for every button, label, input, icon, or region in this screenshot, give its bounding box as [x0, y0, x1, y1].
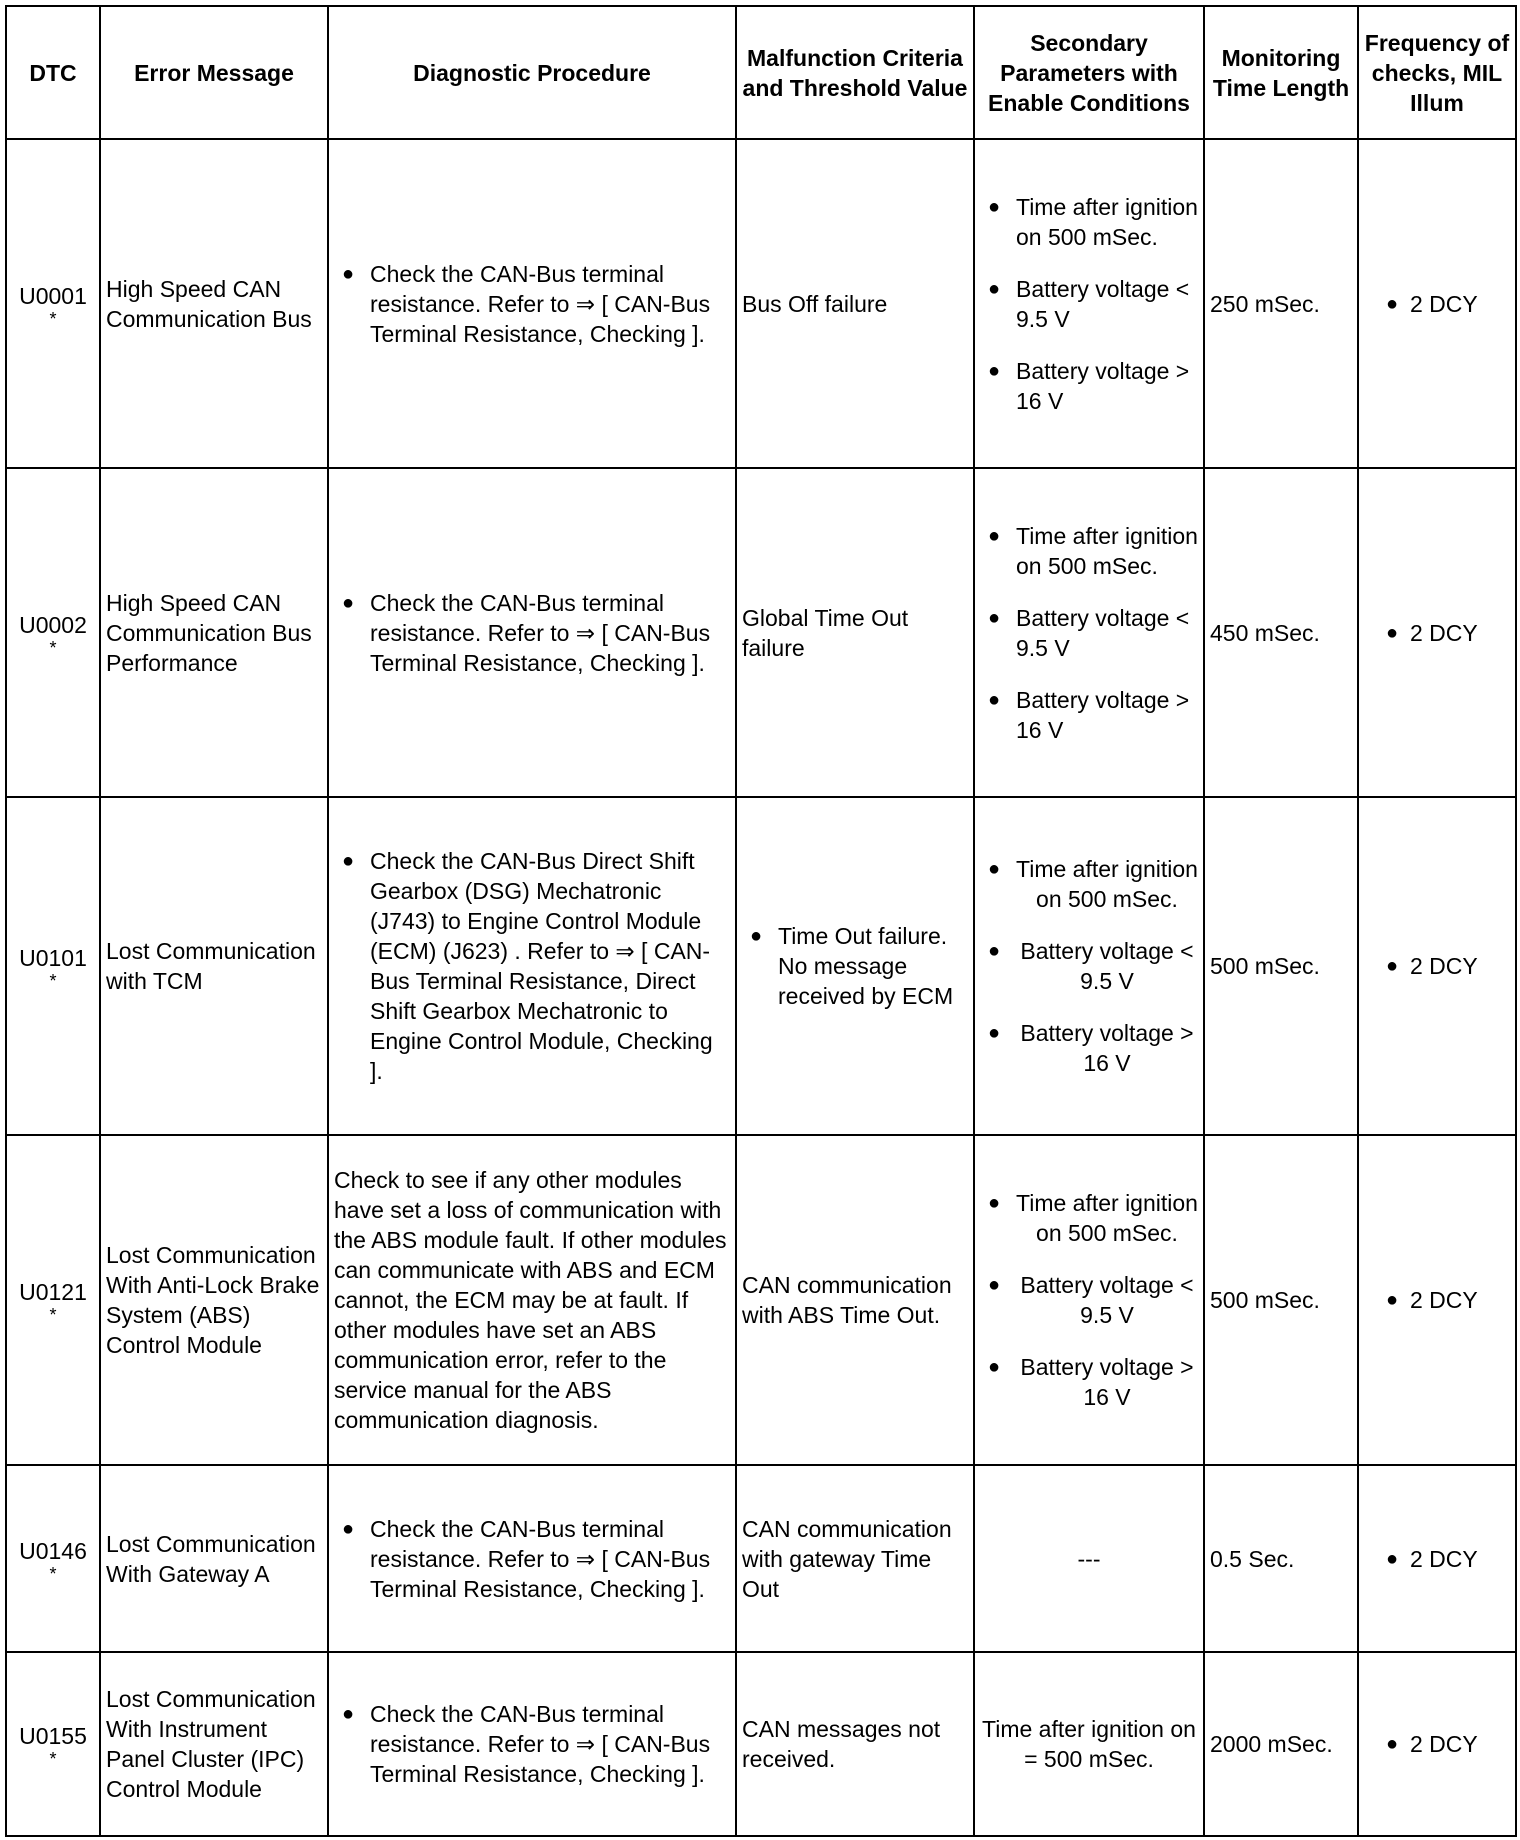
secondary-item: ● Battery voltage < 9.5 V [980, 603, 1198, 663]
error-message: Lost Communication With Anti-Lock Brake System (ABS) Control Module [100, 1135, 328, 1465]
dtc-code: U0146 [19, 1537, 87, 1564]
header-dtc: DTC [6, 6, 100, 139]
dtc-code: U0101 [19, 945, 87, 971]
header-row [6, 6, 1516, 139]
header-frequency: Frequency of checks, MIL Illum [1358, 6, 1516, 139]
dtc-code: U0121 [19, 1279, 87, 1305]
diagnostic-procedure-cell [328, 1465, 736, 1652]
diagnostic-procedure-cell [328, 797, 736, 1135]
dtc-star: * [49, 1305, 57, 1325]
dtc-table [5, 5, 1517, 1837]
secondary-parameters-cell [974, 1135, 1204, 1465]
malfunction-criteria: Global Time Out failure [736, 468, 974, 797]
monitoring-time: 450 mSec. [1204, 468, 1358, 797]
secondary-item: ● Battery voltage < 9.5 V [980, 936, 1198, 996]
dtc-star: * [49, 637, 57, 658]
error-message: High Speed CAN Communication Bus Performance [100, 468, 328, 797]
error-message: Lost Communication with TCM [100, 797, 328, 1135]
procedure-item: ● Check the CAN-Bus terminal resistance. Refer to ⇒ [ CAN-Bus Terminal Resistance, Checking ]. [334, 588, 730, 678]
dtc-code-cell [6, 139, 100, 468]
diagnostic-procedure-cell [328, 139, 736, 468]
header-monitoring-time: Monitoring Time Length [1204, 6, 1358, 139]
criteria-item: ● Time Out failure. No message received by ECM [742, 921, 968, 1011]
secondary-parameters-cell [974, 468, 1204, 797]
dtc-code-cell [6, 1135, 100, 1465]
secondary-item: ● Time after ignition on 500 mSec. [980, 1188, 1198, 1248]
table-row [6, 1465, 1516, 1652]
dtc-star: * [49, 1749, 57, 1769]
frequency-item: ● 2 DCY [1364, 618, 1510, 648]
frequency-cell [1358, 1652, 1516, 1836]
header-malfunction-criteria: Malfunction Criteria and Threshold Value [736, 6, 974, 139]
monitoring-time: 2000 mSec. [1204, 1652, 1358, 1836]
malfunction-criteria: CAN communication with ABS Time Out. [736, 1135, 974, 1465]
frequency-item: ● 2 DCY [1364, 289, 1510, 319]
header-error-message: Error Message [100, 6, 328, 139]
dtc-star: * [49, 1563, 57, 1584]
malfunction-criteria-cell [736, 797, 974, 1135]
frequency-cell [1358, 139, 1516, 468]
secondary-parameters-cell [974, 797, 1204, 1135]
diagnostic-procedure-cell [328, 1652, 736, 1836]
dtc-code-cell [6, 1652, 100, 1836]
dtc-code: U0002 [19, 611, 87, 638]
error-message: High Speed CAN Communication Bus [100, 139, 328, 468]
monitoring-time: 0.5 Sec. [1204, 1465, 1358, 1652]
secondary-item: ● Battery voltage < 9.5 V [980, 274, 1198, 334]
malfunction-criteria: CAN messages not received. [736, 1652, 974, 1836]
monitoring-time: 500 mSec. [1204, 1135, 1358, 1465]
secondary-item: ● Battery voltage > 16 V [980, 1352, 1198, 1412]
dtc-code: U0001 [19, 282, 87, 309]
error-message: Lost Communication With Instrument Panel Cluster (IPC) Control Module [100, 1652, 328, 1836]
secondary-item: ● Battery voltage > 16 V [980, 1018, 1198, 1078]
error-message: Lost Communication With Gateway A [100, 1465, 328, 1652]
procedure-item: ● Check the CAN-Bus terminal resistance. Refer to ⇒ [ CAN-Bus Terminal Resistance, Checking ]. [334, 1699, 730, 1789]
dtc-code-cell [6, 468, 100, 797]
procedure-item: ● Check the CAN-Bus terminal resistance. Refer to ⇒ [ CAN-Bus Terminal Resistance, Checking ]. [334, 259, 730, 349]
diagnostic-procedure: Check to see if any other modules have set a loss of communication with the ABS module fault. If other modules can communicate with ABS and ECM cannot, the ECM may be at fault. If other modules have set an ABS communication error, refer to the service manual for the ABS communication diagnosis. [328, 1135, 736, 1465]
dtc-star: * [49, 308, 57, 329]
frequency-item: ● 2 DCY [1364, 1544, 1510, 1574]
monitoring-time: 500 mSec. [1204, 797, 1358, 1135]
secondary-item: ● Time after ignition on 500 mSec. [980, 192, 1198, 252]
header-diagnostic-procedure: Diagnostic Procedure [328, 6, 736, 139]
procedure-item: ● Check the CAN-Bus terminal resistance. Refer to ⇒ [ CAN-Bus Terminal Resistance, Checking ]. [334, 1514, 730, 1604]
secondary-parameters: --- [974, 1465, 1204, 1652]
frequency-cell [1358, 468, 1516, 797]
malfunction-criteria: CAN communication with gateway Time Out [736, 1465, 974, 1652]
secondary-parameters-cell [974, 139, 1204, 468]
secondary-item: ● Time after ignition on 500 mSec. [980, 854, 1198, 914]
frequency-item: ● 2 DCY [1364, 1285, 1510, 1315]
table-row [6, 1652, 1516, 1836]
dtc-code-cell [6, 1465, 100, 1652]
frequency-cell [1358, 1465, 1516, 1652]
secondary-item: ● Battery voltage > 16 V [980, 685, 1198, 745]
table-row [6, 468, 1516, 797]
diagnostic-procedure-cell [328, 468, 736, 797]
secondary-item: ● Battery voltage > 16 V [980, 356, 1198, 416]
monitoring-time: 250 mSec. [1204, 139, 1358, 468]
frequency-item: ● 2 DCY [1364, 1729, 1510, 1759]
dtc-code-cell [6, 797, 100, 1135]
dtc-star: * [49, 971, 57, 991]
secondary-parameters: Time after ignition on = 500 mSec. [974, 1652, 1204, 1836]
secondary-item: ● Time after ignition on 500 mSec. [980, 521, 1198, 581]
frequency-cell [1358, 797, 1516, 1135]
secondary-item: ● Battery voltage < 9.5 V [980, 1270, 1198, 1330]
frequency-cell [1358, 1135, 1516, 1465]
header-secondary-parameters: Secondary Parameters with Enable Conditions [974, 6, 1204, 139]
table-row [6, 797, 1516, 1135]
frequency-item: ● 2 DCY [1364, 951, 1510, 981]
table-row [6, 1135, 1516, 1465]
table-row [6, 139, 1516, 468]
procedure-item: ● Check the CAN-Bus Direct Shift Gearbox (DSG) Mechatronic (J743) to Engine Control Module (ECM) (J623) . Refer to ⇒ [ CAN-Bus Terminal Resistance, Direct Shift Gearbox Mechatronic to Engine Control Module, Checking ]. [334, 846, 730, 1086]
dtc-code: U0155 [19, 1723, 87, 1749]
malfunction-criteria: Bus Off failure [736, 139, 974, 468]
